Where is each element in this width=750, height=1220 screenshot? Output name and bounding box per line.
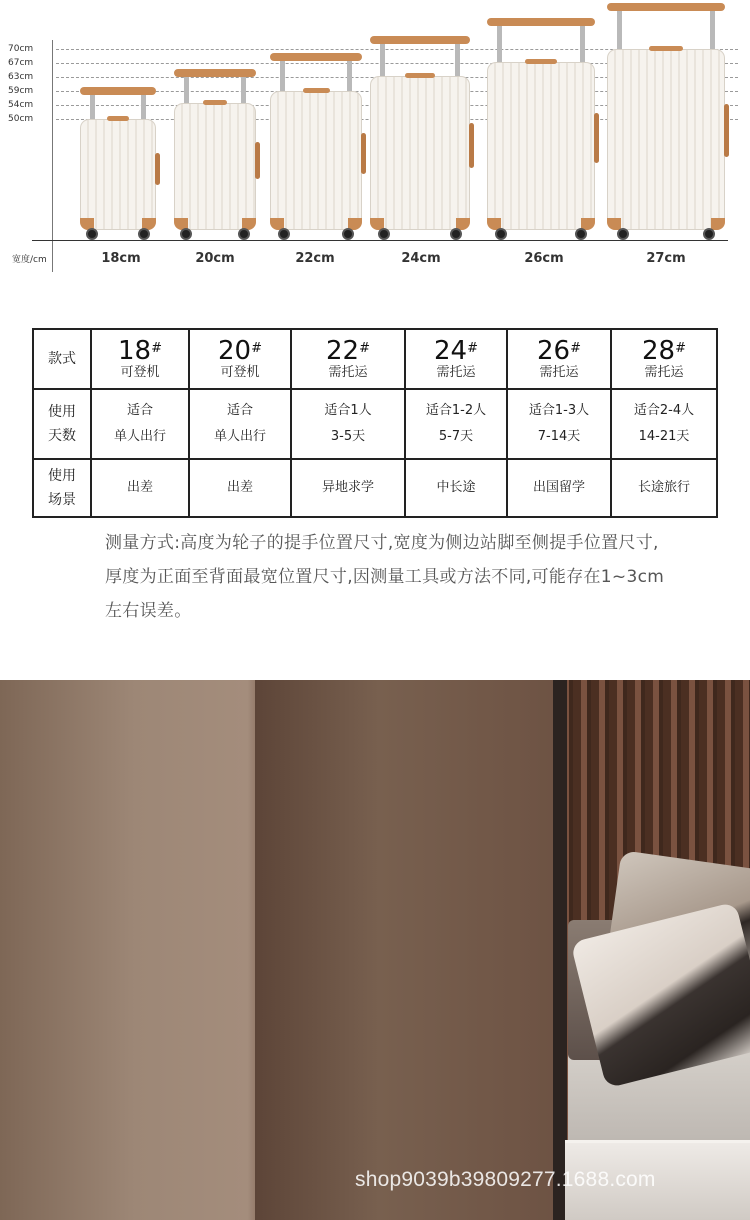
door-frame	[553, 680, 567, 1220]
scene-cell: 出国留学	[507, 459, 611, 517]
suitcase-18	[80, 87, 156, 240]
scene-cell: 异地求学	[291, 459, 405, 517]
days-cell: 适合 单人出行	[189, 389, 291, 459]
model-size: 26	[537, 336, 571, 366]
suitcase-26	[487, 18, 595, 240]
days-cell: 适合1-2人 5-7天	[405, 389, 507, 459]
table-row-scene	[33, 459, 717, 517]
lifestyle-photo	[0, 680, 750, 1220]
height-axis	[52, 40, 53, 272]
model-cell	[611, 329, 717, 389]
chart-baseline	[32, 240, 728, 241]
model-mark: #	[570, 341, 581, 356]
model-cell	[291, 329, 405, 389]
spec-table	[32, 328, 718, 518]
model-mark: #	[359, 341, 370, 356]
model-mark: #	[675, 341, 686, 356]
width-label-18: 18cm	[101, 251, 141, 266]
scene-cell: 出差	[91, 459, 189, 517]
model-cell	[91, 329, 189, 389]
days-cell: 适合 单人出行	[91, 389, 189, 459]
width-axis-unit: 宽度/cm	[12, 255, 47, 265]
model-size: 28	[642, 336, 676, 366]
model-mark: #	[151, 341, 162, 356]
days-cell: 适合2-4人 14-21天	[611, 389, 717, 459]
row-header-days: 使用 天数	[33, 389, 91, 459]
row-header-scene: 使用 场景	[33, 459, 91, 517]
shop-watermark: shop9039b39809277.1688.com	[355, 1168, 656, 1191]
height-label-70: 70cm	[8, 44, 34, 54]
height-label-59: 59cm	[8, 86, 34, 96]
model-type: 需托运	[328, 365, 368, 380]
model-cell	[507, 329, 611, 389]
model-type: 需托运	[436, 365, 476, 380]
wall-panel	[255, 680, 565, 1220]
days-cell: 适合1-3人 7-14天	[507, 389, 611, 459]
suitcase-20	[174, 69, 256, 240]
width-label-26: 26cm	[524, 251, 564, 266]
width-label-20: 20cm	[195, 251, 235, 266]
model-size: 18	[118, 336, 152, 366]
model-type: 需托运	[644, 365, 684, 380]
suitcase-size-chart	[0, 0, 750, 300]
model-cell	[189, 329, 291, 389]
model-type: 可登机	[120, 365, 160, 380]
height-label-67: 67cm	[8, 58, 34, 68]
suitcase-27	[607, 3, 725, 240]
model-size: 24	[434, 336, 468, 366]
table-row-model	[33, 329, 717, 389]
scene-cell: 出差	[189, 459, 291, 517]
model-cell	[405, 329, 507, 389]
height-label-50: 50cm	[8, 114, 34, 124]
height-label-63: 63cm	[8, 72, 34, 82]
measurement-note: 测量方式:高度为轮子的提手位置尺寸,宽度为侧边站脚至侧提手位置尺寸,厚度为正面至背面最宽位置尺寸,因测量工具或方法不同,可能存在1~3cm左右误差。	[105, 533, 665, 621]
days-cell: 适合1人 3-5天	[291, 389, 405, 459]
model-mark: #	[467, 341, 478, 356]
model-size: 22	[326, 336, 360, 366]
table-row-days	[33, 389, 717, 459]
suitcase-22	[270, 53, 362, 240]
width-label-27: 27cm	[646, 251, 686, 266]
height-label-54: 54cm	[8, 100, 34, 110]
width-label-24: 24cm	[401, 251, 441, 266]
model-mark: #	[251, 341, 262, 356]
row-header-model: 款式	[33, 329, 91, 389]
suitcase-24	[370, 36, 470, 240]
model-type: 可登机	[220, 365, 260, 380]
model-type: 需托运	[539, 365, 579, 380]
width-label-22: 22cm	[295, 251, 335, 266]
scene-cell: 中长途	[405, 459, 507, 517]
model-size: 20	[218, 336, 252, 366]
scene-cell: 长途旅行	[611, 459, 717, 517]
